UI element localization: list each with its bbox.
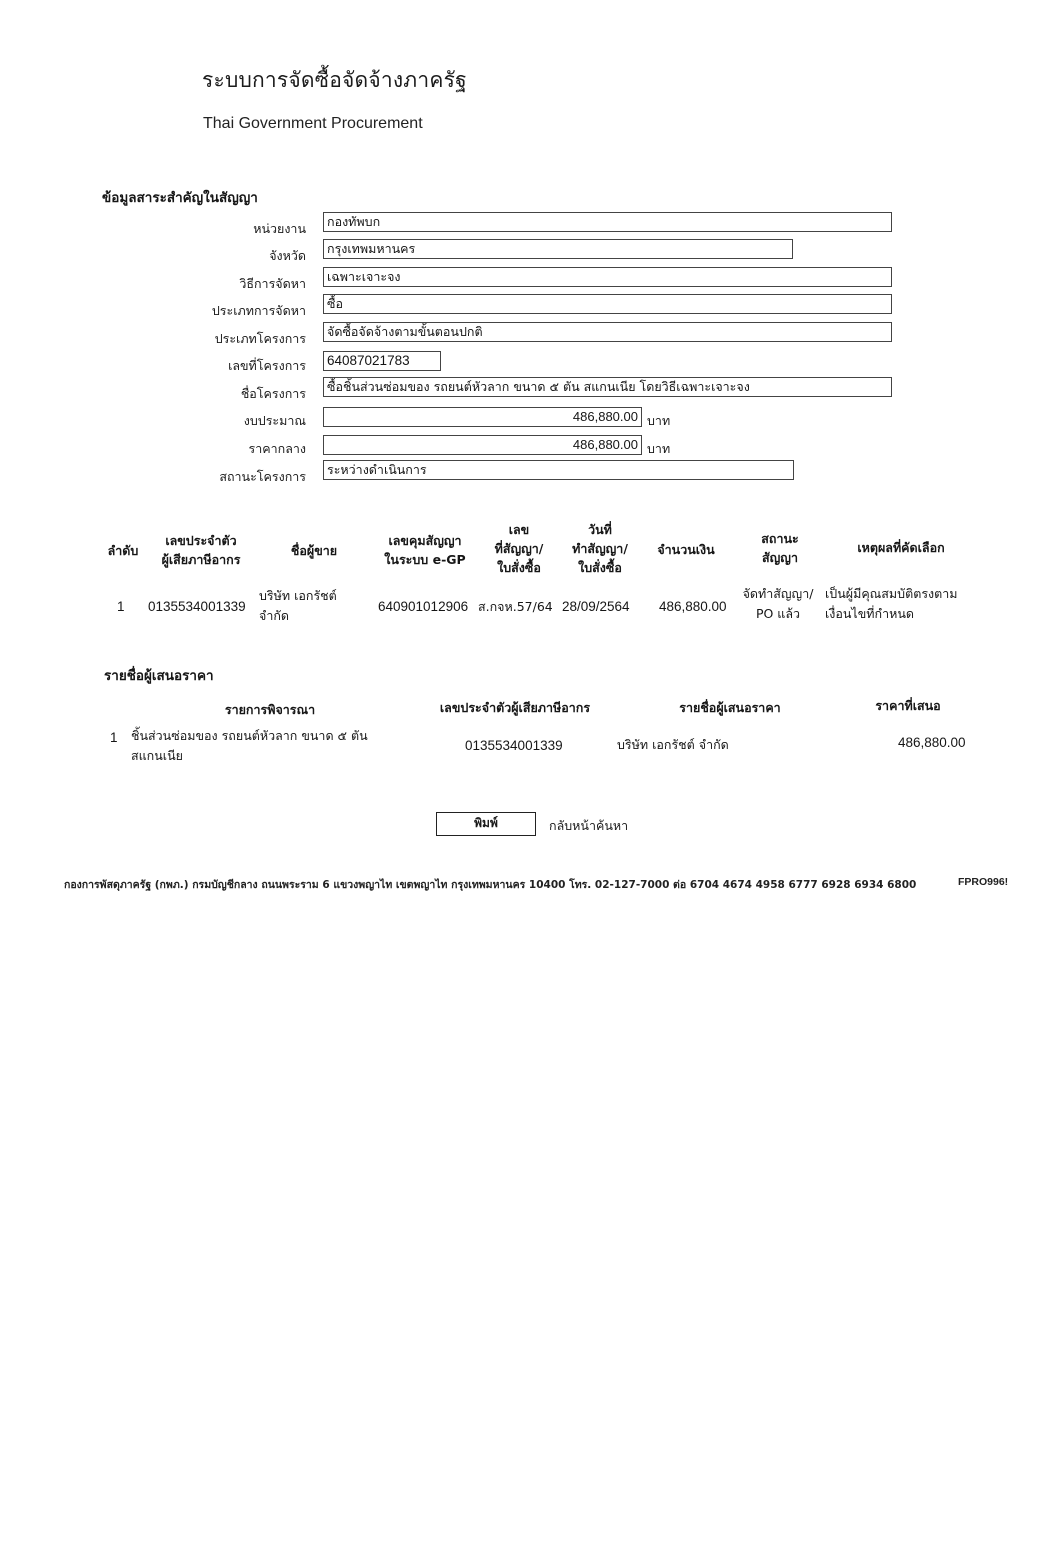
row-egp-control-no: 640901012906 [378, 599, 469, 614]
agency-field: กองทัพบก [323, 212, 892, 232]
procurement-type-field: ซื้อ [323, 294, 892, 314]
row-reason-line1: เป็นผู้มีคุณสมบัติตรงตาม [825, 586, 958, 601]
budget-field: 486,880.00 [323, 407, 642, 427]
procurement-method-label: วิธีการจัดหา [239, 276, 306, 291]
header-contract-no-line1: เลข [508, 522, 530, 537]
bidder-row-price: 486,880.00 [898, 735, 966, 750]
print-button[interactable]: พิมพ์ [436, 812, 536, 836]
row-tax-id: 0135534001339 [148, 599, 246, 614]
header-egp-line1: เลขคุมสัญญา [388, 533, 462, 548]
header-contract-status [740, 529, 820, 567]
row-status-line2: PO แล้ว [755, 606, 801, 621]
province-label: จังหวัด [269, 248, 306, 263]
header-tax-id-line2: ผู้เสียภาษีอากร [161, 552, 241, 567]
project-number-field: 64087021783 [323, 351, 441, 371]
header-seq: ลำดับ [107, 543, 139, 558]
bidder-row-item-line2: สแกนเนีย [131, 748, 183, 763]
row-contract-no: ส.กจห.57/64 [478, 599, 553, 614]
page-title-thai: ระบบการจัดซื้อจัดจ้างภาครัฐ [202, 68, 467, 92]
header-contract-no-line3: ใบสั่งซื้อ [497, 560, 541, 575]
agency-label: หน่วยงาน [253, 221, 306, 236]
header-contract-no [480, 520, 558, 577]
row-amount: 486,880.00 [659, 599, 727, 614]
header-contract-date-line2: ทำสัญญา/ [572, 541, 628, 556]
bidders-header-item: รายการพิจารณา [224, 702, 316, 717]
reference-price-unit: บาท [647, 441, 671, 456]
reference-price-label: ราคากลาง [248, 441, 306, 456]
row-contract-date: 28/09/2564 [562, 599, 630, 614]
bidders-header-price: ราคาที่เสนอ [875, 698, 941, 713]
page-title-english: Thai Government Procurement [203, 115, 423, 132]
header-egp-control [370, 531, 480, 569]
bidder-row-seq: 1 [110, 730, 118, 745]
project-status-field: ระหว่างดำเนินการ [323, 460, 794, 480]
header-amount: จำนวนเงิน [657, 542, 715, 557]
row-seller-line2: จำกัด [259, 608, 290, 623]
header-tax-id [146, 531, 256, 569]
project-type-field: จัดซื้อจัดจ้างตามขั้นตอนปกติ [323, 322, 892, 342]
bidders-header-bidder: รายชื่อผู้เสนอราคา [679, 700, 781, 715]
back-to-search-link[interactable]: กลับหน้าค้นหา [549, 818, 629, 833]
bidder-row-name: บริษัท เอกรัชต์ จำกัด [617, 737, 729, 752]
bidders-header-tax-id: เลขประจำตัวผู้เสียภาษีอากร [439, 700, 591, 715]
header-tax-id-line1: เลขประจำตัว [165, 533, 237, 548]
row-reason-line2: เงื่อนไขที่กำหนด [825, 606, 914, 621]
project-name-field: ซื้อชิ้นส่วนซ่อมของ รถยนต์หัวลาก ขนาด ๕ ตัน สแกนเนีย โดยวิธีเฉพาะเจาะจง [323, 377, 892, 397]
row-contract-status [735, 584, 821, 624]
bidders-heading: รายชื่อผู้เสนอราคา [104, 668, 214, 684]
row-seq: 1 [117, 599, 125, 614]
header-contract-date-line3: ใบสั่งซื้อ [578, 560, 622, 575]
procurement-type-label: ประเภทการจัดหา [211, 303, 306, 318]
row-status-line1: จัดทำสัญญา/ [742, 586, 814, 601]
budget-label: งบประมาณ [243, 413, 306, 428]
header-contract-no-line2: ที่สัญญา/ [494, 541, 544, 556]
row-seller-line1: บริษัท เอกรัชต์ [259, 588, 337, 603]
footer-address: กองการพัสดุภาครัฐ (กพภ.) กรมบัญชีกลาง ถนนพระราม 6 แขวงพญาไท เขตพญาไท กรุงเทพมหานคร 10400 โทร. 02-127-7000 ต่อ 6704 4674 4958 6777 6928 6934 6800 [64, 879, 917, 891]
footer-form-code: FPRO996! [958, 876, 1009, 888]
header-status-line1: สถานะ [761, 531, 799, 546]
project-name-label: ชื่อโครงการ [240, 386, 306, 401]
bidder-row-item-line1: ชิ้นส่วนซ่อมของ รถยนต์หัวลาก ขนาด ๕ ตัน [131, 728, 368, 743]
header-status-line2: สัญญา [762, 550, 798, 565]
bidder-row-tax-id: 0135534001339 [465, 738, 563, 753]
project-type-label: ประเภทโครงการ [214, 331, 306, 346]
row-seller [259, 586, 369, 626]
header-contract-date [560, 520, 640, 577]
procurement-method-field: เฉพาะเจาะจง [323, 267, 892, 287]
project-number-label: เลขที่โครงการ [228, 358, 306, 373]
contract-summary-heading: ข้อมูลสาระสำคัญในสัญญา [102, 190, 258, 206]
bidder-row-item [131, 726, 411, 766]
header-seller: ชื่อผู้ขาย [290, 543, 338, 558]
project-status-label: สถานะโครงการ [219, 469, 306, 484]
budget-unit: บาท [647, 413, 671, 428]
province-field: กรุงเทพมหานคร [323, 239, 793, 259]
row-selection-reason [825, 584, 985, 624]
header-selection-reason: เหตุผลที่คัดเลือก [857, 540, 945, 555]
header-egp-line2: ในระบบ e-GP [384, 552, 466, 567]
reference-price-field: 486,880.00 [323, 435, 642, 455]
header-contract-date-line1: วันที่ [588, 522, 612, 537]
